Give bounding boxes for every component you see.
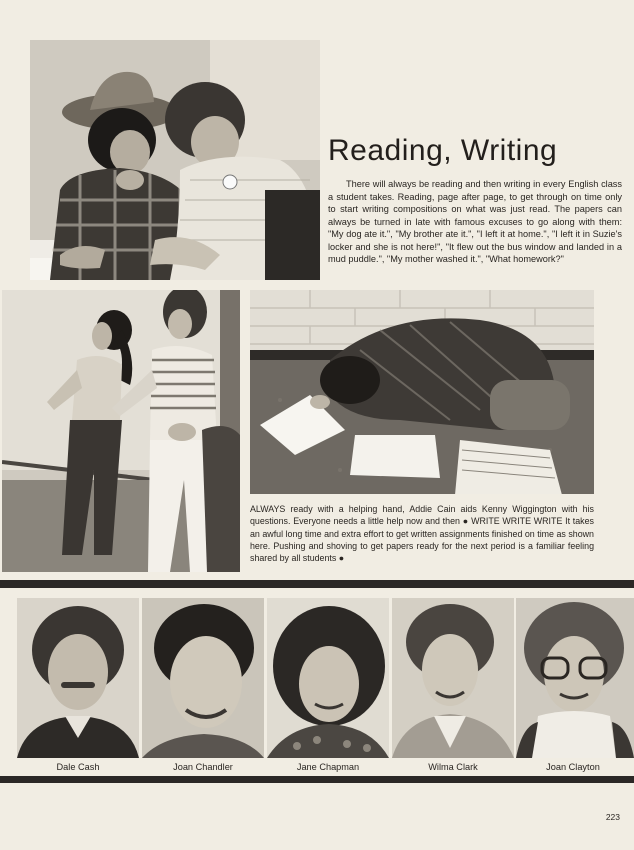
article-title: Reading, Writing — [328, 134, 558, 167]
faculty-name: Joan Chandler — [173, 762, 233, 772]
faculty-name: Wilma Clark — [428, 762, 478, 772]
divider-bar-top — [0, 580, 634, 588]
photo-caption: ALWAYS ready with a helping hand, Addie Cain aids Kenny Wiggington with his questions. Everyone needs a little help now and then ● WRITE WRITE WRITE It takes an awful long time and extra effort to get written assignments finished on time as shown here. Pushing and shoving to get papers ready for the next period is a familiar feeling shared by all students ● — [250, 504, 594, 564]
photo-helping-student — [30, 40, 320, 280]
portrait-photo — [392, 598, 514, 758]
portrait-photo — [142, 598, 264, 758]
portrait-photo — [516, 598, 634, 758]
article-body: There will always be reading and then writing in every English class a student takes. Reading, page after page, to get through on time only to start writing compositions on what was just read. The papers can always be turned in late with famous excuses to go along with them: "My dog ate it.", "My brother ate it.", "I left it at home.", "I left it in Suzie's locker and she is not here!", "It flew out the bus window and landed in a mud puddle.", "My mother washed it.", "What homework?" — [328, 179, 622, 264]
photo-students-pushing — [2, 290, 240, 572]
portrait-photo — [17, 598, 139, 758]
page-number: 223 — [605, 812, 620, 822]
faculty-name: Dale Cash — [56, 762, 100, 772]
faculty-name: Jane Chapman — [296, 762, 360, 772]
divider-bar-bottom — [0, 776, 634, 783]
photo-writing-on-floor — [250, 290, 594, 494]
portrait-photo — [267, 598, 389, 758]
faculty-name: Joan Clayton — [546, 762, 600, 772]
